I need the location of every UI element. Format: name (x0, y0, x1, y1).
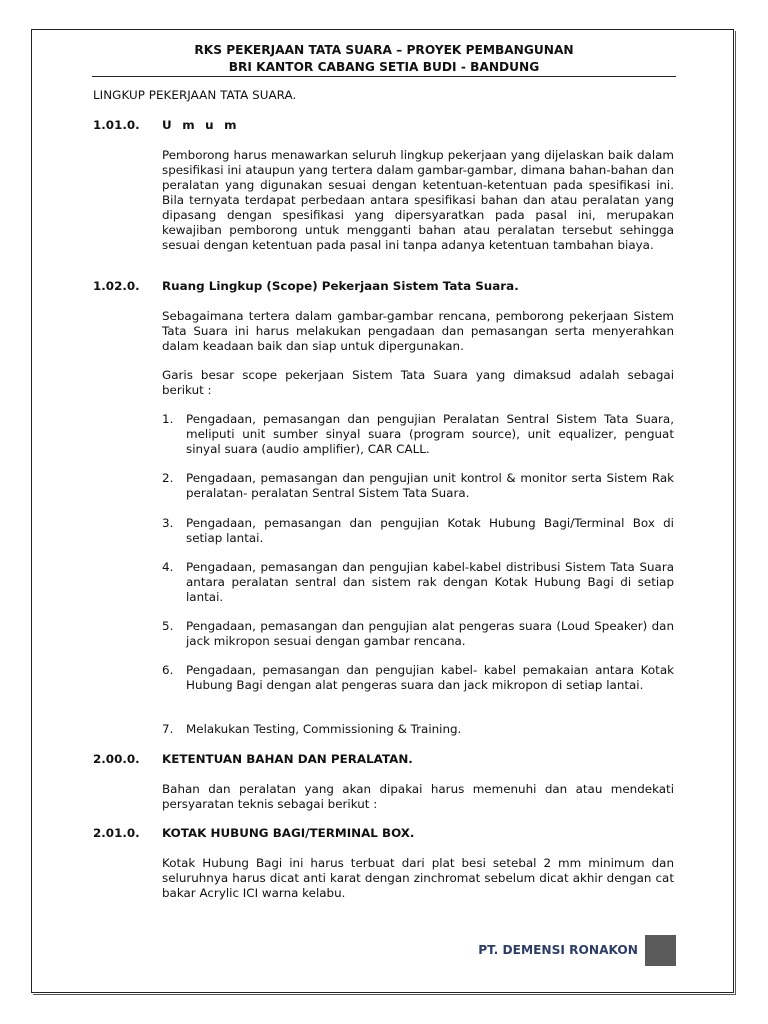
section-number: 1.01.0. (93, 118, 140, 132)
list-item-number: 7. (162, 722, 174, 736)
scope-title: LINGKUP PEKERJAAN TATA SUARA. (93, 88, 297, 102)
header-line-1: RKS PEKERJAAN TATA SUARA – PROYEK PEMBANGUNAN (194, 43, 574, 57)
section-title: KETENTUAN BAHAN DAN PERALATAN. (162, 752, 413, 766)
section-title: U m u m (162, 118, 240, 132)
section-paragraph: Garis besar scope pekerjaan Sistem Tata Suara yang dimaksud adalah sebagai berikut : (162, 368, 674, 397)
section-number: 2.00.0. (93, 752, 140, 766)
list-item-number: 5. (162, 619, 174, 633)
list-item-number: 6. (162, 663, 174, 677)
list-item-text: Pengadaan, pemasangan dan pengujian Peralatan Sentral Sistem Tata Suara, meliputi unit sumber sinyal suara (program source), unit equalizer, penguat sinyal suara (audio amplifier), CAR CALL. (186, 412, 674, 456)
list-item-text: Pengadaan, pemasangan dan pengujian kabel-kabel distribusi Sistem Tata Suara antara peralatan sentral dan sistem rak dengan Kotak Hubung Bagi di setiap lantai. (186, 560, 674, 604)
header-line-2: BRI KANTOR CABANG SETIA BUDI - BANDUNG (228, 60, 540, 74)
list-item-text: Pengadaan, pemasangan dan pengujian kabel- kabel pemakaian antara Kotak Hubung Bagi dengan alat pengeras suara dan jack mikropon di setiap lantai. (186, 663, 674, 692)
list-item-text: Melakukan Testing, Commissioning & Training. (186, 722, 462, 736)
footer-company-name: PT. DEMENSI RONAKON (478, 943, 638, 957)
section-number: 2.01.0. (93, 826, 140, 840)
section-paragraph: Sebagaimana tertera dalam gambar-gambar rencana, pemborong pekerjaan Sistem Tata Suara ini harus melakukan pengadaan dan pemasangan serta menyerahkan dalam keadaan baik dan siap untuk dipergunakan. (162, 309, 674, 353)
list-item-number: 1. (162, 412, 174, 426)
list-item-text: Pengadaan, pemasangan dan pengujian alat pengeras suara (Loud Speaker) dan jack mikropon sesuai dengan gambar rencana. (186, 619, 674, 648)
section-paragraph: Pemborong harus menawarkan seluruh lingkup pekerjaan yang dijelaskan baik dalam spesifikasi ini ataupun yang tertera dalam gambar-gambar, dimana bahan-bahan dan peralatan yang digunakan sesuai dengan ketentuan-ketentuan pada spesifikasi ini. Bila ternyata terdapat perbedaan antara spesifikasi bahan dan atau peralatan yang dipasang dengan spesifikasi yang dipersyaratkan pada pasal ini, merupakan kewajiban pemborong untuk mengganti bahan atau peralatan tersebut sehingga sesuai dengan ketentuan pada pasal ini tanpa adanya ketentuan tambahan biaya. (162, 148, 674, 252)
list-item-number: 4. (162, 560, 174, 574)
section-title: KOTAK HUBUNG BAGI/TERMINAL BOX. (162, 826, 415, 840)
list-item-text: Pengadaan, pemasangan dan pengujian unit kontrol & monitor serta Sistem Rak peralatan- peralatan Sentral Sistem Tata Suara. (186, 471, 674, 500)
section-paragraph: Bahan dan peralatan yang akan dipakai harus memenuhi dan atau mendekati persyaratan teknis sebagai berikut : (162, 782, 674, 811)
list-item-text: Pengadaan, pemasangan dan pengujian Kotak Hubung Bagi/Terminal Box di setiap lantai. (186, 516, 674, 545)
list-item-number: 3. (162, 516, 174, 530)
footer-logo-box (645, 935, 676, 966)
document-header (92, 42, 676, 76)
section-number: 1.02.0. (93, 279, 140, 293)
section-title: Ruang Lingkup (Scope) Pekerjaan Sistem Tata Suara. (162, 279, 519, 293)
list-item-number: 2. (162, 471, 174, 485)
header-divider (92, 76, 676, 77)
section-paragraph: Kotak Hubung Bagi ini harus terbuat dari plat besi setebal 2 mm minimum dan seluruhnya harus dicat anti karat dengan zinchromat sebelum dicat akhir dengan cat bakar Acrylic ICI warna kelabu. (162, 856, 674, 900)
